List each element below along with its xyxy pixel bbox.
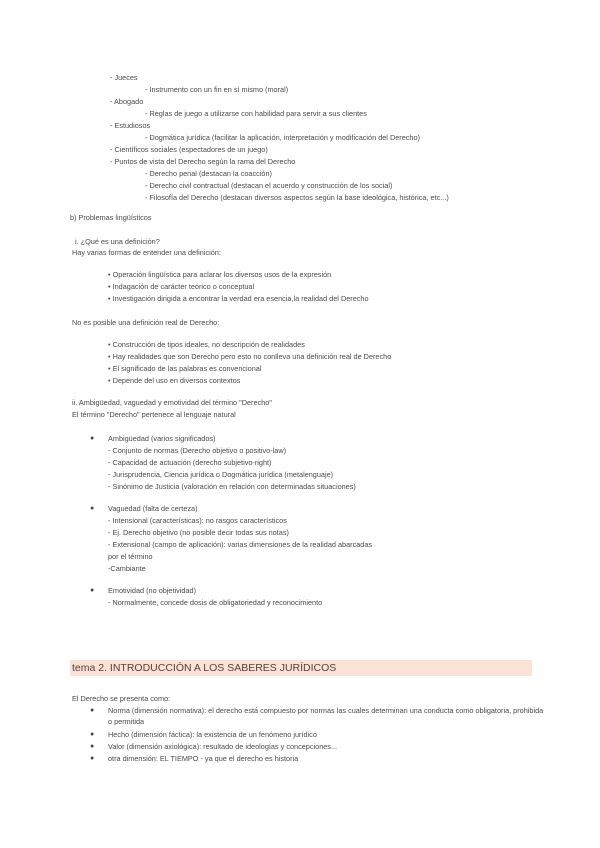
list-item: • Hay realidades que son Derecho pero esto no conlleva una definición real de Derecho (108, 352, 392, 361)
list-item: • Construcción de tipos ideales, no descripción de realidades (108, 340, 305, 349)
bullet-icon: ● (90, 743, 95, 750)
subsection-title: i. ¿Qué es una definición? (75, 237, 160, 246)
text-line: por el término (108, 552, 153, 561)
list-item: Valor (dimensión axiológica): resultado de ideologías y concepciones... (108, 742, 338, 751)
text-line: - Derecho civil contractual (destacan el acuerdo y construcción de los social) (145, 181, 393, 190)
list-item: otra dimensión: EL TIEMPO - ya que el derecho es historia (108, 754, 299, 763)
list-item: • Depende del uso en diversos contextos (108, 376, 241, 385)
list-item: • Operación lingüística para aclarar los diversos usos de la expresión (108, 270, 332, 279)
list-item: Norma (dimensión normativa): el derecho está compuesto por normas las cuales determinan una conducta como obligatoria, prohibida o permitida (108, 706, 544, 726)
list-item: Emotividad (no objetividad) (108, 586, 197, 595)
text-line: El término "Derecho" pertenece al lenguaje natural (72, 410, 236, 419)
list-item: Vaguedad (falta de certeza) (108, 504, 198, 513)
subsection-title: ii. Ambigüedad, vaguedad y emotividad del término "Derecho" (72, 398, 272, 407)
text-line: - Intensional (características): no rasgos característicos (108, 516, 287, 525)
list-item: Hecho (dimensión fáctica): la existencia de un fenómeno jurídico (108, 730, 317, 739)
text-line: - Puntos de vista del Derecho según la rama del Derecho (110, 157, 296, 166)
text-line: - Normalmente, concede dosis de obligatoriedad y reconocimiento (108, 598, 323, 607)
bullet-icon: ● (90, 707, 95, 714)
bullet-icon: ● (90, 755, 95, 762)
bullet-icon: ● (90, 731, 95, 738)
list-item: Ambigüedad (varios significados) (108, 434, 216, 443)
bullet-icon: ● (90, 505, 95, 512)
text-line: - Jueces (110, 73, 138, 82)
text-line: El Derecho se presenta como: (72, 694, 171, 703)
text-line: Hay varias formas de entender una definición: (72, 248, 221, 257)
text-line: - Estudiosos (110, 121, 151, 130)
list-item: • Indagación de carácter teórico o conceptual (108, 282, 255, 291)
text-line: - Extensional (campo de aplicación): varias dimensiones de la realidad abarcadas (108, 540, 373, 549)
text-line: - Derecho penal (destacan la coacción) (145, 169, 272, 178)
text-line: - Sinónimo de Justicia (valoración en relación con determinadas situaciones) (108, 482, 356, 491)
list-item: • Investigación dirigida a encontrar la verdad era esencia,la realidad del Derecho (108, 294, 369, 303)
text-line: - Filosofía del Derecho (destacan diversos aspectos según la base ideológica, histórica, etc...) (145, 193, 449, 202)
text-line: - Instrumento con un fin en sí mismo (moral) (145, 85, 289, 94)
text-line: - Ej. Derecho objetivo (no posible decir todas sus notas) (108, 528, 289, 537)
text-line: - Dogmática jurídica (facilitar la aplicación, interpretación y modificación del Derecho) (145, 133, 420, 142)
bullet-icon: ● (90, 587, 95, 594)
text-line: - Abogado (110, 97, 144, 106)
text-line: No es posible una definición real de Derecho: (72, 318, 220, 327)
text-line: - Conjunto de normas (Derecho objetivo o positivo-law) (108, 446, 287, 455)
text-line: -Cambiante (108, 564, 146, 573)
bullet-icon: ● (90, 435, 95, 442)
text-line: - Jurisprudencia, Ciencia jurídica o Dogmática jurídica (metalenguaje) (108, 470, 334, 479)
text-line: - Reglas de juego a utilizarse con habilidad para servir a sus clientes (145, 109, 367, 118)
section-title: b) Problemas lingüísticos (70, 213, 152, 222)
text-line: - Científicos sociales (espectadores de un juego) (110, 145, 268, 154)
page-heading: tema 2. INTRODUCCIÓN A LOS SABERES JURÍDICOS (72, 662, 337, 674)
text-line: - Capacidad de actuación (derecho subjetivo-right) (108, 458, 272, 467)
list-item: • El significado de las palabras es convencional (108, 364, 262, 373)
